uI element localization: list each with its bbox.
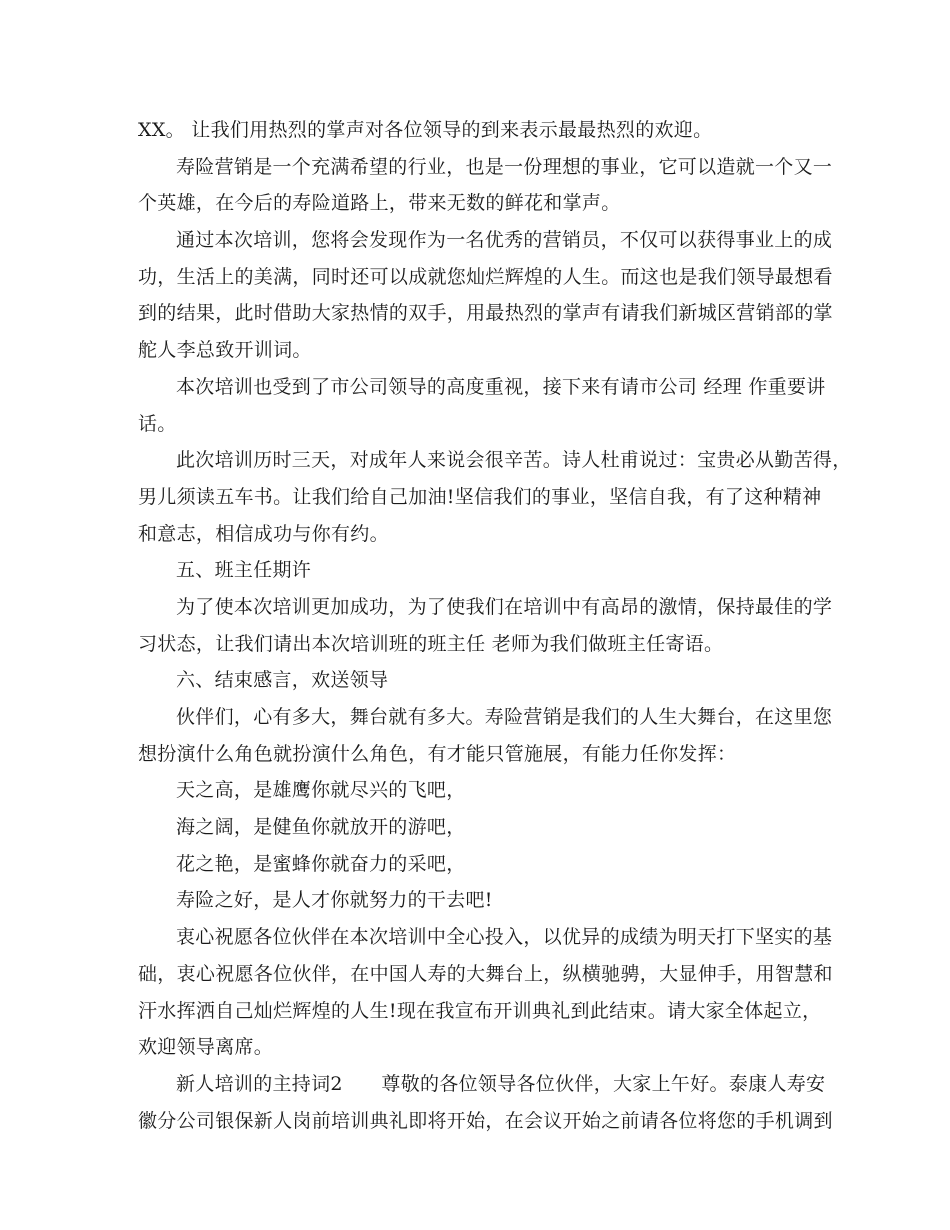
text-line: 寿险之好，是人才你就努力的干去吧! <box>176 889 493 912</box>
text-line: 欢迎领导离席。 <box>138 1036 274 1059</box>
text-line: 本次培训也受到了市公司领导的高度重视，接下来有请市公司 经理 作重要讲 <box>176 375 826 398</box>
text-line: 想扮演什么角色就扮演什么角色，有才能只管施展，有能力任你发挥： <box>138 742 737 765</box>
text-line: 到的结果，此时借助大家热情的双手，用最热烈的掌声有请我们新城区营销部的掌 <box>138 302 833 325</box>
text-line: 伙伴们，心有多大，舞台就有多大。寿险营销是我们的人生大舞台，在这里您 <box>176 706 833 728</box>
text-line: 通过本次培训，您将会发现作为一名优秀的营销员，不仅可以获得事业上的成 <box>176 229 833 252</box>
text-line: 天之高，是雄鹰你就尽兴的飞吧， <box>176 779 466 802</box>
text-line: 新人培训的主持词2 尊敬的各位领导各位伙伴，大家上午好。泰康人寿安 <box>176 1072 826 1095</box>
text-line: 础，衷心祝愿各位伙伴，在中国人寿的大舞台上，纵横驰骋，大显伸手，用智慧和 <box>138 962 833 985</box>
section-heading: 六、结束感言，欢送领导 <box>176 669 389 692</box>
text-line: XX。 让我们用热烈的掌声对各位领导的到来表示最最热烈的欢迎。 <box>138 119 713 141</box>
text-line: 花之艳，是蜜蜂你就奋力的采吧， <box>176 852 466 875</box>
text-line: 个英雄，在今后的寿险道路上，带来无数的鲜花和掌声。 <box>138 192 621 215</box>
section-heading: 五、班主任期许 <box>176 559 312 582</box>
text-line: 海之阔，是健鱼你就放开的游吧， <box>176 816 466 839</box>
text-line: 功，生活上的美满，同时还可以成就您灿烂辉煌的人生。而这也是我们领导最想看 <box>138 265 833 288</box>
text-line: 舵人李总致开训词。 <box>138 339 312 362</box>
text-line: 汗水挥洒自己灿烂辉煌的人生!现在我宣布开训典礼到此结束。请大家全体起立， <box>138 999 822 1022</box>
text-line: 此次培训历时三天，对成年人来说会很辛苦。诗人杜甫说过：宝贵必从勤苦得， <box>176 449 852 472</box>
text-line: 寿险营销是一个充满希望的行业，也是一份理想的事业，它可以造就一个又一 <box>176 155 833 178</box>
text-line: 和意志，相信成功与你有约。 <box>138 522 389 545</box>
text-line: 徽分公司银保新人岗前培训典礼即将开始，在会议开始之前请各位将您的手机调到 <box>138 1109 833 1132</box>
text-line: 话。 <box>138 412 177 435</box>
text-line: 男儿须读五车书。让我们给自己加油!坚信我们的事业，坚信自我，有了这种精神 <box>138 485 822 508</box>
text-line: 习状态，让我们请出本次培训班的班主任 老师为我们做班主任寄语。 <box>138 632 724 655</box>
text-line: 为了使本次培训更加成功，为了使我们在培训中有高昂的激情，保持最佳的学 <box>176 595 833 618</box>
text-line: 衷心祝愿各位伙伴在本次培训中全心投入，以优异的成绩为明天打下坚实的基 <box>176 926 833 949</box>
document-body <box>138 112 852 1139</box>
